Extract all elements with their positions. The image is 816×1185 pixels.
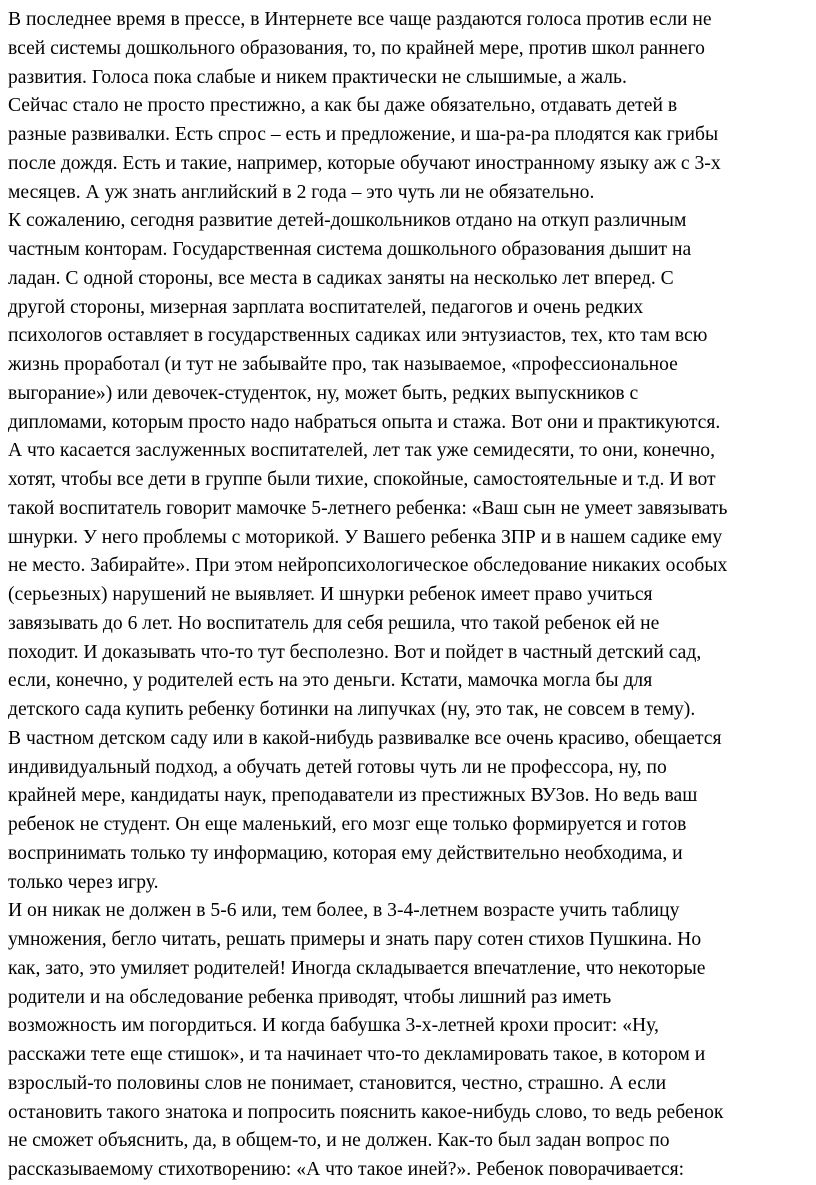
text-line: другой стороны, мизерная зарплата воспитателей, педагогов и очень редких xyxy=(8,296,644,318)
text-line: крайней мере, кандидаты наук, преподаватели из престижных ВУЗов. Но ведь ваш xyxy=(8,785,698,807)
text-line: психологов оставляет в государственных садиках или энтузиастов, тех, кто там всю xyxy=(8,325,708,347)
text-line: дипломами, которым просто надо набраться опыта и стажа. Вот они и практикуются. xyxy=(8,411,721,433)
text-line: воспринимать только ту информацию, которая ему действительно необходима, и xyxy=(8,842,683,864)
text-line: хотят, чтобы все дети в группе были тихие, спокойные, самостоятельные и т.д. И вот xyxy=(8,469,716,490)
text-line: как, зато, это умиляет родителей! Иногда складывается впечатление, что некоторые xyxy=(8,957,706,979)
document-body xyxy=(8,6,808,1185)
text-line: завязывать до 6 лет. Но воспитатель для себя решила, что такой ребенок ей не xyxy=(8,612,660,634)
text-line: такой воспитатель говорит мамочке 5-летнего ребенка: «Ваш сын не умеет завязывать xyxy=(8,497,728,519)
text-line: если, конечно, у родителей есть на это деньги. Кстати, мамочка могла бы для xyxy=(8,670,653,692)
text-line: родители и на обследование ребенка приводят, чтобы лишний раз иметь xyxy=(8,986,612,1008)
text-line: умножения, бегло читать, решать примеры и знать пару сотен стихов Пушкина. Но xyxy=(8,929,702,950)
text-line: не место. Забирайте». При этом нейропсихологическое обследование никаких особых xyxy=(8,555,728,577)
text-line: шнурки. У него проблемы с моторикой. У Вашего ребенка ЗПР и в нашем садике ему xyxy=(8,526,723,548)
text-line: походит. И доказывать что-то тут бесполезно. Вот и пойдет в частный детский сад, xyxy=(8,641,702,663)
text-line: всей системы дошкольного образования, то, по крайней мере, против школ раннего xyxy=(8,37,705,59)
text-line: А что касается заслуженных воспитателей, лет так уже семидесяти, то они, конечно, xyxy=(8,440,716,462)
text-line: жизнь проработал (и тут не забывайте про, так называемое, «профессиональное xyxy=(8,354,678,375)
text-line: возможность им погордиться. И когда бабушка 3-х-летней крохи просит: «Ну, xyxy=(8,1015,659,1037)
text-line: ладан. С одной стороны, все места в садиках заняты на несколько лет вперед. С xyxy=(8,267,674,289)
text-line: частным конторам. Государственная система дошкольного образования дышит на xyxy=(8,239,692,260)
text-line: выгорание») или девочек-студенток, ну, может быть, редких выпускников с xyxy=(8,382,639,404)
text-line: остановить такого знатока и попросить пояснить какое-нибудь слово, то ведь ребенок xyxy=(8,1101,724,1123)
text-line: расскажи тете еще стишок», и та начинает что-то декламировать такое, в котором и xyxy=(8,1044,706,1065)
text-line: детского сада купить ребенку ботинки на липучках (ну, это так, не совсем в тему). xyxy=(8,699,696,720)
text-line: И он никак не должен в 5-6 или, тем более, в 3-4-летнем возрасте учить таблицу xyxy=(8,900,680,922)
text-line: (серьезных) нарушений не выявляет. И шнурки ребенок имеет право учиться xyxy=(8,584,653,605)
text-line: только через игру. xyxy=(8,871,159,893)
text-line: ребенок не студент. Он еще маленький, его мозг еще только формируется и готов xyxy=(8,814,687,835)
text-line: взрослый-то половины слов не понимает, становится, честно, страшно. А если xyxy=(8,1072,667,1094)
text-line: рассказываемому стихотворению: «А что такое иней?». Ребенок поворачивается: xyxy=(8,1159,685,1180)
text-line: не сможет объяснить, да, в общем-то, и не должен. Как-то был задан вопрос по xyxy=(8,1130,670,1152)
text-line: месяцев. А уж знать английский в 2 года – это чуть ли не обязательно. xyxy=(8,181,595,203)
text-line: К сожалению, сегодня развитие детей-дошкольников отдано на откуп различным xyxy=(8,210,687,232)
text-line: развития. Голоса пока слабые и никем практически не слышимые, а жаль. xyxy=(8,66,627,88)
text-line: индивидуальный подход, а обучать детей готовы чуть ли не профессора, ну, по xyxy=(8,756,667,778)
text-line: В последнее время в прессе, в Интернете все чаще раздаются голоса против если не xyxy=(8,9,712,30)
text-line: В частном детском саду или в какой-нибудь развивалке все очень красиво, обещается xyxy=(8,727,722,749)
text-line: разные развивалки. Есть спрос – есть и предложение, и ша-ра-ра плодятся как грибы xyxy=(8,124,719,145)
text-line: после дождя. Есть и такие, например, которые обучают иностранному языку аж с 3-х xyxy=(8,152,721,174)
text-line: Сейчас стало не просто престижно, а как бы даже обязательно, отдавать детей в xyxy=(8,95,678,117)
